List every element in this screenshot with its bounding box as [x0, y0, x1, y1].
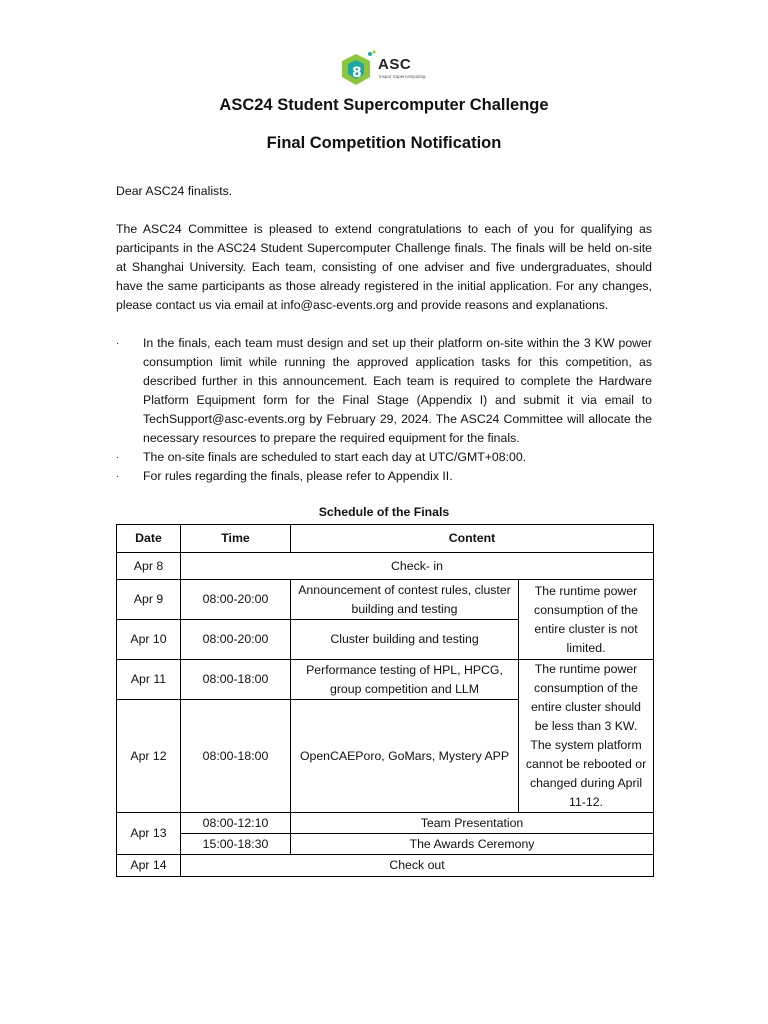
date-cell: Apr 9	[117, 580, 181, 620]
table-header-row	[117, 525, 654, 553]
content-cell: Team Presentation	[291, 813, 654, 834]
date-cell: Apr 13	[117, 813, 181, 855]
date-cell: Apr 10	[117, 620, 181, 660]
bullet-dot: ·	[116, 471, 120, 482]
content-cell: Check out	[181, 855, 654, 877]
time-cell: 08:00-18:00	[181, 660, 291, 700]
time-cell: 08:00-18:00	[181, 700, 291, 813]
power-note-limited: The runtime power consumption of the entire cluster should be less than 3 KW. The system platform cannot be rebooted or changed during April 11-12.	[519, 660, 654, 813]
intro-paragraph: The ASC24 Committee is pleased to extend congratulations to each of you for qualifying as participants in the ASC24 Student Supercomputer Challenge finals. The finals will be held on-site at Shanghai University. Each team, consisting of one adviser and five undergraduates, should have the same participants as those already registered in the initial application. For any changes, please contact us via email at info@asc-events.org and provide reasons and explanations.	[116, 222, 652, 312]
bullet-item: · For rules regarding the finals, please refer to Appendix II.	[116, 467, 652, 486]
power-note-unlimited: The runtime power consumption of the entire cluster is not limited.	[519, 580, 654, 660]
document-subtitle: Final Competition Notification	[266, 134, 502, 152]
date-cell: Apr 14	[117, 855, 181, 877]
content-cell: Check- in	[181, 553, 654, 580]
schedule-title: Schedule of the Finals	[318, 505, 450, 519]
content-cell: Performance testing of HPL, HPCG, group competition and LLM	[291, 660, 519, 700]
time-cell: 08:00-20:00	[181, 580, 291, 620]
logo-text: ASC	[378, 56, 412, 73]
table-row	[117, 580, 654, 620]
bullet-list	[116, 334, 652, 486]
header-time: Time	[181, 525, 291, 553]
logo-subtitle: Inspur Supercomputing	[379, 74, 426, 79]
time-cell: 15:00-18:30	[181, 834, 291, 855]
table-row	[117, 553, 654, 580]
content-cell: Announcement of contest rules, cluster building and testing	[291, 580, 519, 620]
table-row	[117, 660, 654, 700]
content-cell: Cluster building and testing	[291, 620, 519, 660]
header-content: Content	[291, 525, 654, 553]
salutation: Dear ASC24 finalists.	[116, 184, 233, 198]
bullet-dot: ·	[116, 338, 120, 349]
schedule-table	[116, 524, 654, 877]
bullet-item: · In the finals, each team must design and set up their platform on-site within the 3 KW power consumption limit while running the approved application tasks for this competition, as described further in this announcement. Each team is required to complete the Hardware Platform Equipment form for the Final Stage (Appendix I) and submit it via email to TechSupport@asc-events.org by February 29, 2024. The ASC24 Committee will allocate the necessary resources to prepare the required equipment for the finals.	[116, 336, 652, 445]
table-row	[117, 855, 654, 877]
bullet-dot: ·	[116, 452, 120, 463]
table-row	[117, 813, 654, 834]
time-cell: 08:00-12:10	[181, 813, 291, 834]
date-cell: Apr 11	[117, 660, 181, 700]
svg-text:8: 8	[352, 65, 362, 81]
content-cell: The Awards Ceremony	[291, 834, 654, 855]
time-cell: 08:00-20:00	[181, 620, 291, 660]
document-title: ASC24 Student Supercomputer Challenge	[219, 96, 549, 114]
content-cell: OpenCAEPoro, GoMars, Mystery APP	[291, 700, 519, 813]
date-cell: Apr 12	[117, 700, 181, 813]
date-cell: Apr 8	[117, 553, 181, 580]
header-date: Date	[117, 525, 181, 553]
bullet-item: · The on-site finals are scheduled to start each day at UTC/GMT+08:00.	[116, 448, 652, 467]
table-row	[117, 834, 654, 855]
